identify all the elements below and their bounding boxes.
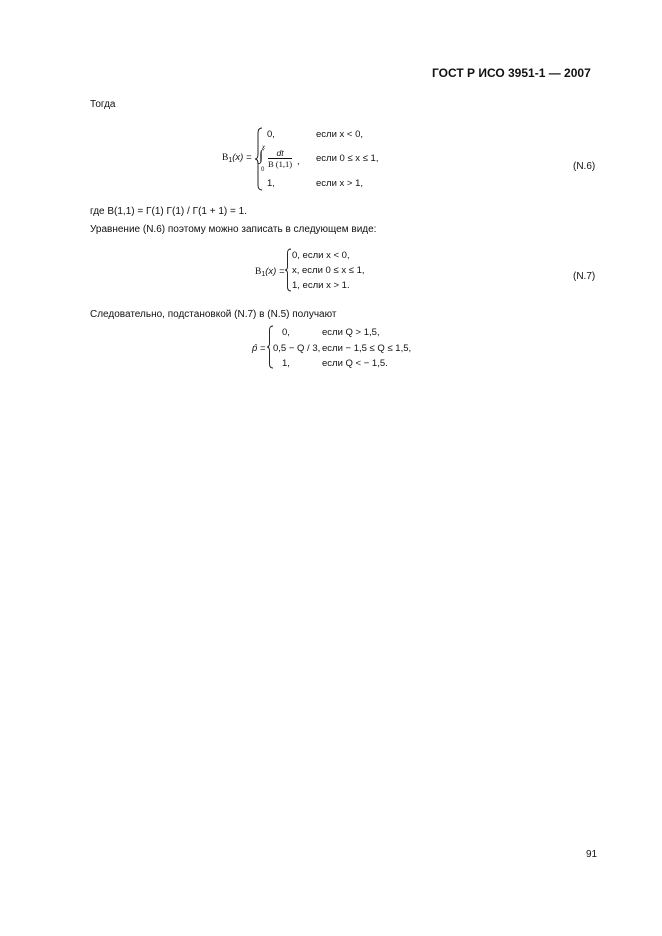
- eq-n6-lhs: [222, 152, 252, 164]
- eq-p-lhs: p̂ =: [252, 343, 266, 354]
- beta-note: где B(1,1) = Γ(1) Γ(1) / Γ(1 + 1) = 1.: [90, 206, 247, 217]
- eq-p-case3-value: 1,: [282, 358, 290, 369]
- eq-n6-lhs-func: B: [222, 153, 229, 163]
- eq-n7-case3: 1, если x > 1.: [292, 280, 350, 291]
- page-number: 91: [586, 849, 598, 860]
- eq-n6-lower-limit: 0: [261, 167, 265, 173]
- eq-n6-case1-cond: если x < 0,: [316, 129, 364, 140]
- eq-n6-label: (N.6): [573, 161, 596, 172]
- eq-p-case1-value: 0,: [282, 327, 290, 338]
- eq-n7-lhs-arg: (x) =: [265, 266, 285, 277]
- eq-n6-fraction: [268, 148, 292, 169]
- eq-n6-case2-comma: ,: [297, 156, 300, 167]
- eq-p-case2-cond: если − 1,5 ≤ Q ≤ 1,5,: [322, 343, 412, 354]
- eq-n6-lhs-sub: 1: [228, 157, 233, 164]
- eq-n6-case3-cond: если x > 1,: [316, 178, 364, 189]
- eq-n6-case3-value: 1,: [267, 178, 275, 189]
- eq-n7-case1: 0, если x < 0,: [292, 250, 350, 261]
- eq-p-case1-cond: если Q > 1,5,: [322, 327, 380, 338]
- eq-n6-denominator: B (1,1): [268, 159, 293, 169]
- eq-n7-label: (N.7): [573, 271, 596, 282]
- rewrite-text: Уравнение (N.6) поэтому можно записать в следующем виде:: [90, 224, 377, 235]
- eq-n6-case2-cond: если 0 ≤ x ≤ 1,: [316, 153, 379, 164]
- document-header: ГОСТ Р ИСО 3951-1 — 2007: [432, 66, 591, 80]
- intro-text: Тогда: [90, 99, 116, 110]
- eq-n7-lhs-func: B: [255, 267, 262, 277]
- integral-icon: ∫: [259, 148, 264, 164]
- eq-n6-numerator: dt: [268, 148, 292, 159]
- eq-n7-case2: x, если 0 ≤ x ≤ 1,: [292, 265, 365, 276]
- eq-n7-lhs: [255, 266, 285, 278]
- eq-n6-upper-limit: x: [262, 145, 265, 151]
- eq-p-case2-value: 0,5 − Q / 3,: [273, 343, 321, 354]
- eq-n6-lhs-arg: (x) =: [232, 152, 252, 163]
- eq-p-case3-cond: если Q < − 1,5.: [322, 358, 388, 369]
- eq-n7-lhs-sub: 1: [261, 271, 266, 278]
- conclusion-text: Следовательно, подстановкой (N.7) в (N.5) получают: [90, 309, 337, 320]
- eq-n6-case1-value: 0,: [267, 129, 275, 140]
